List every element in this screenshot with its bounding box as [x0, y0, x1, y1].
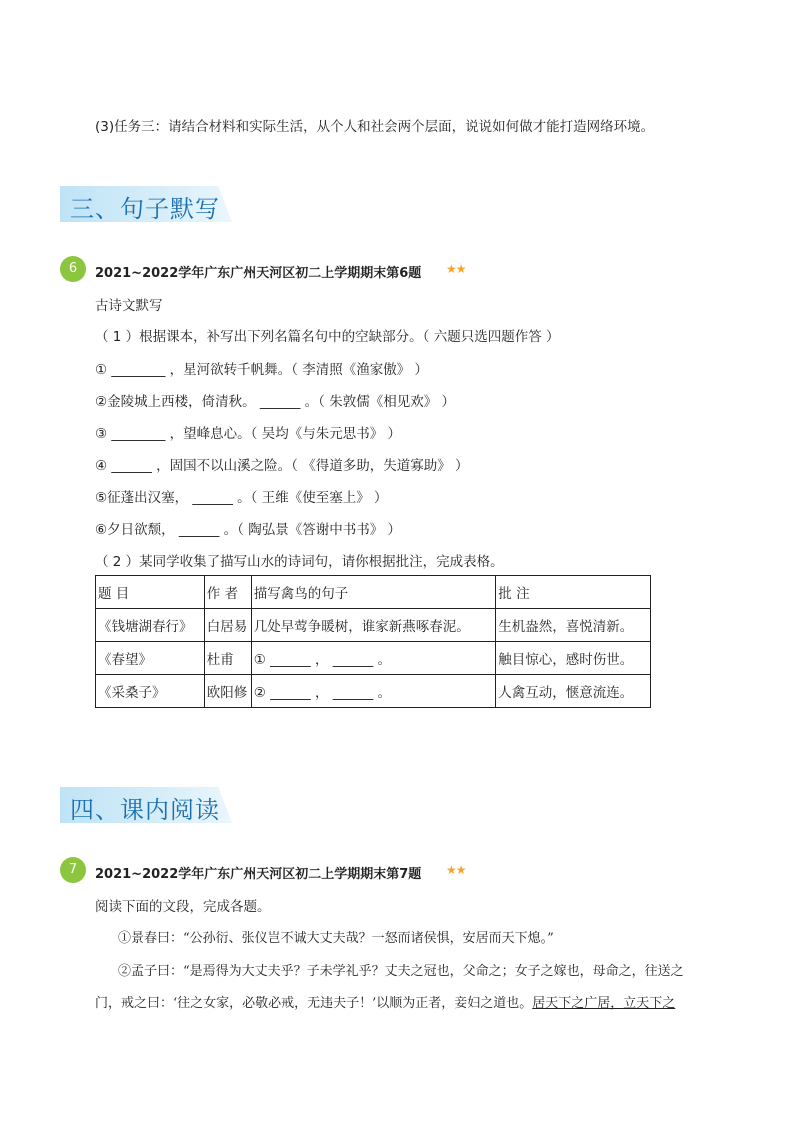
passage-paragraph-2-line2: [95, 992, 675, 1011]
fill-item-1: ① ________ ，星河欲转千帆舞。（ 李清照《渔家傲》 ）: [95, 362, 429, 378]
difficulty-stars-icon: ★★: [446, 262, 466, 276]
fill-item-6: ⑥夕日欲颓， ______ 。（ 陶弘景《答谢中书书》 ）: [95, 522, 402, 538]
table-header-cell: 作 者: [204, 576, 251, 609]
table-cell: ① ______ ， ______ 。: [251, 642, 496, 675]
question-source: 2021~2022学年广东广州天河区初二上学期期末第7题: [95, 867, 422, 882]
table-cell: 生机盎然，喜悦清新。: [496, 609, 651, 642]
table-row: [96, 609, 651, 642]
table-cell: 《春望》: [96, 642, 205, 675]
table-header-cell: 题 目: [96, 576, 205, 609]
section3-title: 三、句子默写: [70, 195, 220, 223]
question-source: 2021~2022学年广东广州天河区初二上学期期末第6题: [95, 266, 422, 281]
question-number-badge: 6: [60, 256, 86, 282]
fill-item-2: ②金陵城上西楼，倚清秋。 ______ 。（ 朱敦儒《相见欢》 ）: [95, 394, 456, 410]
question-part2: （ 2 ）某同学收集了描写山水的诗词句，请你根据批注，完成表格。: [95, 554, 504, 570]
question-intro: 阅读下面的文段，完成各题。: [95, 899, 271, 915]
section3-banner: [60, 186, 232, 222]
difficulty-stars-icon: ★★: [446, 863, 466, 877]
table-cell: 欧阳修: [204, 675, 251, 708]
fill-item-5: ⑤征蓬出汉塞， ______ 。（ 王维《使至塞上》 ）: [95, 490, 388, 506]
passage-paragraph-1: ①景春曰：“公孙衍、张仪岂不诚大丈夫哉？一怒而诸侯惧，安居而天下熄。”: [118, 931, 554, 946]
table-cell: 《采桑子》: [96, 675, 205, 708]
question-intro: 古诗文默写: [95, 298, 163, 314]
question-number-badge: 7: [60, 857, 86, 883]
task3-text: (3)任务三：请结合材料和实际生活，从个人和社会两个层面，说说如何做才能打造网络环境。: [95, 119, 655, 135]
question-part1: （ 1 ）根据课本，补写出下列名篇名句中的空缺部分。（ 六题只选四题作答 ）: [95, 329, 560, 345]
fill-item-4: ④ ______ ，固国不以山溪之险。（ 《得道多助，失道寡助》 ）: [95, 458, 469, 474]
table-cell: 触目惊心，感时伤世。: [496, 642, 651, 675]
table-header-cell: 描写禽鸟的句子: [251, 576, 496, 609]
passage-paragraph-2-line1: ②孟子曰：“是焉得为大丈夫乎？子未学礼乎？丈夫之冠也，父命之；女子之嫁也，母命之，往送之: [118, 964, 684, 979]
section4-banner: [60, 787, 232, 823]
table-cell: ② ______ ， ______ 。: [251, 675, 496, 708]
poem-table: [95, 575, 651, 708]
table-cell: 杜甫: [204, 642, 251, 675]
underlined-passage-text: 居天下之广居，立天下之: [532, 996, 676, 1011]
table-header-cell: 批 注: [496, 576, 651, 609]
table-cell: 人禽互动，惬意流连。: [496, 675, 651, 708]
section4-title: 四、课内阅读: [70, 796, 220, 824]
table-row: [96, 642, 651, 675]
table-cell: 几处早莺争暖树，谁家新燕啄春泥。: [251, 609, 496, 642]
table-header-row: [96, 576, 651, 609]
table-cell: 《钱塘湖春行》: [96, 609, 205, 642]
table-row: [96, 675, 651, 708]
table-cell: 白居易: [204, 609, 251, 642]
fill-item-3: ③ ________ ，望峰息心。（ 吴均《与朱元思书》 ）: [95, 426, 402, 442]
passage-text: 门，戒之曰：‘往之女家，必敬必戒，无违夫子！’以顺为正者，妾妇之道也。: [95, 996, 533, 1011]
